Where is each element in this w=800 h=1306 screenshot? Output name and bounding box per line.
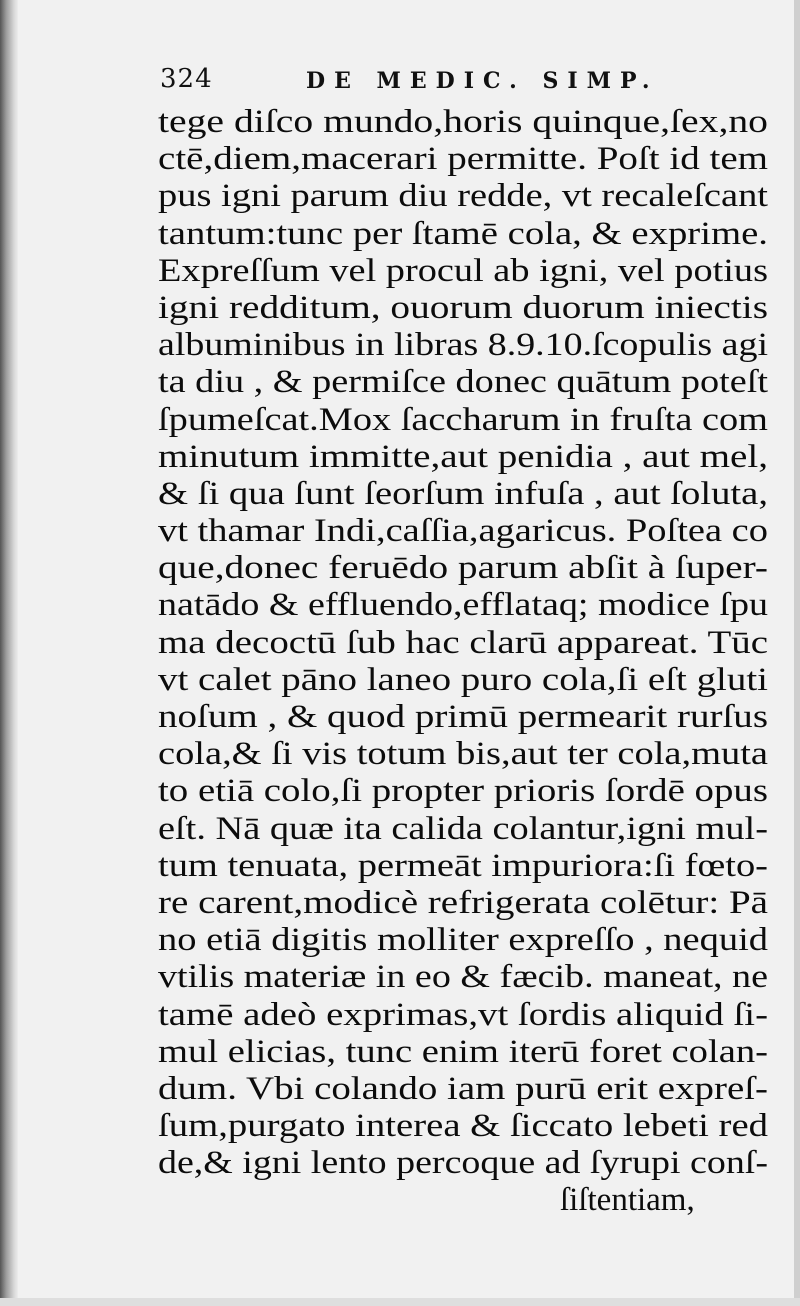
text-line: tamē adeò exprimas,vt ſordis aliquid ſi- xyxy=(158,996,768,1033)
text-line: tege diſco mundo,horis quinque,ſex,no xyxy=(158,104,768,140)
text-line: ma decoctū ſub hac clarū appareat. Tūc xyxy=(158,624,768,661)
text-line: cola,& ſi vis totum bis,aut ter cola,muta xyxy=(158,736,768,773)
text-line: dum. Vbi colando iam purū erit expreſ- xyxy=(158,1070,768,1107)
page-bottom-edge xyxy=(0,1298,800,1306)
text-line: natādo & effluendo,efflataq; modice ſpu xyxy=(158,587,768,624)
page-number: 324 xyxy=(160,64,213,94)
text-line: vt calet pāno laneo puro cola,ſi eſt gluti xyxy=(158,661,768,698)
text-line: to etiā colo,ſi propter prioris ſordē opus xyxy=(158,773,768,810)
text-line: que,donec feruēdo parum abſit à ſuper- xyxy=(158,550,768,587)
page-header xyxy=(160,62,660,102)
catchword-line: ſiſtentiam, xyxy=(560,1182,695,1219)
text-line: ſum,purgato interea & ſiccato lebeti red xyxy=(158,1108,768,1145)
text-line: & ſi qua ſunt ſeorſum infuſa , aut ſoluta, xyxy=(158,475,768,512)
text-line: ſpumeſcat.Mox ſaccharum in fruſta com xyxy=(158,401,768,438)
text-line: de,& igni lento percoque ad ſyrupi conſ- xyxy=(158,1145,768,1182)
text-line: tantum:tunc per ſtamē cola, & exprime. xyxy=(158,215,768,252)
text-line: igni redditum, ouorum duorum iniectis xyxy=(158,289,768,326)
text-line: pus igni parum diu redde, vt recaleſcant xyxy=(158,178,768,215)
text-line: eſt. Nā quæ ita calida colantur,igni mul- xyxy=(158,810,768,847)
text-line: albuminibus in libras 8.9.10.ſcopulis agi xyxy=(158,327,768,364)
page-binding-shadow xyxy=(0,0,18,1306)
text-line: mul elicias, tunc enim iterū foret colan- xyxy=(158,1033,768,1070)
text-line: ta diu , & permiſce donec quātum poteſt xyxy=(158,364,768,401)
text-line: no etiā digitis molliter expreſſo , nequid xyxy=(158,922,768,959)
text-line: vtilis materiæ in eo & fæcib. maneat, ne xyxy=(158,959,768,996)
text-line: vt thamar Indi,caſſia,agaricus. Poſtea co xyxy=(158,513,768,550)
body-text xyxy=(158,104,768,1220)
text-line: tum tenuata, permeāt impuriora:ſi fœto- xyxy=(158,847,768,884)
text-line: minutum immitte,aut penidia , aut mel, xyxy=(158,438,768,475)
running-head: DE MEDIC. SIMP. xyxy=(306,68,659,94)
text-line: noſum , & quod primū permearit rurſus xyxy=(158,699,768,735)
text-line: ctē,diem,macerari permitte. Poſt id tem xyxy=(158,141,768,178)
text-line: Expreſſum vel procul ab igni, vel potius xyxy=(158,252,768,289)
text-line: re carent,modicè refrigerata colētur: Pā xyxy=(158,884,768,921)
page-right-edge xyxy=(794,0,800,1306)
